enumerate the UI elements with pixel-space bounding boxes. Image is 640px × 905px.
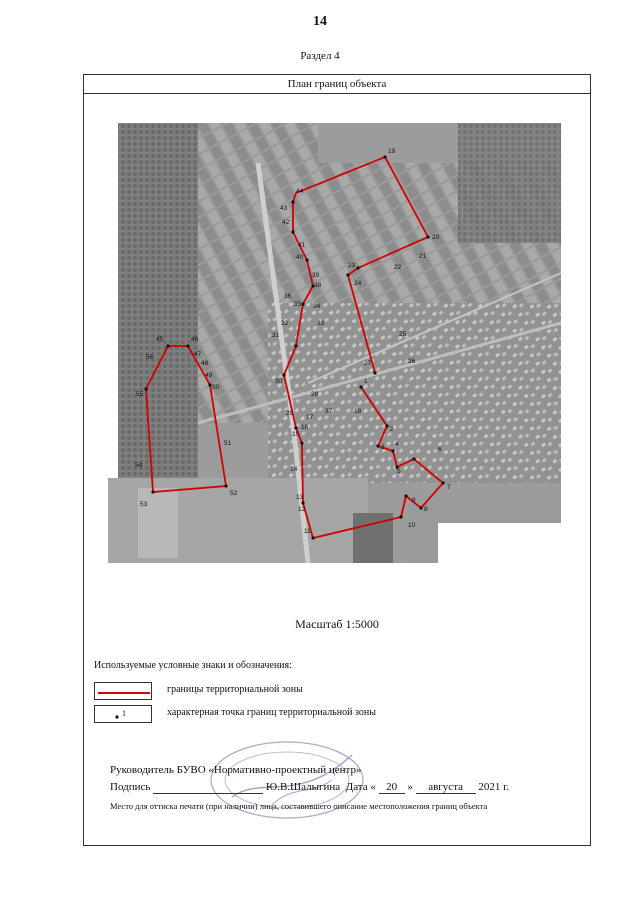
svg-text:11: 11 bbox=[304, 528, 311, 535]
svg-text:47: 47 bbox=[194, 351, 202, 358]
svg-text:45: 45 bbox=[156, 336, 164, 343]
svg-text:17: 17 bbox=[306, 414, 314, 421]
date-quote: » bbox=[407, 781, 413, 793]
legend-point-text: характерная точка границ территориальной зоны bbox=[167, 707, 376, 718]
svg-text:1: 1 bbox=[364, 378, 368, 385]
svg-text:26: 26 bbox=[408, 358, 416, 365]
svg-text:24: 24 bbox=[354, 280, 362, 287]
svg-text:42: 42 bbox=[282, 219, 290, 226]
svg-text:19: 19 bbox=[388, 148, 396, 155]
legend-point-symbol bbox=[94, 705, 152, 723]
stamp-note: Место для оттиска печати (при наличии) лица, составившего описание местоположения границ объекта bbox=[110, 801, 488, 811]
svg-text:31: 31 bbox=[272, 332, 280, 339]
svg-text:27: 27 bbox=[364, 360, 372, 367]
svg-text:48: 48 bbox=[201, 360, 209, 367]
sign-label: Подпись bbox=[110, 781, 151, 793]
signature-field bbox=[153, 781, 263, 794]
svg-text:54: 54 bbox=[135, 462, 143, 469]
svg-text:43: 43 bbox=[280, 205, 288, 212]
svg-text:15: 15 bbox=[292, 431, 300, 438]
section-label: Раздел 4 bbox=[300, 50, 340, 62]
legend-boundary-text: границы территориальной зоны bbox=[167, 684, 303, 695]
svg-text:7: 7 bbox=[447, 484, 451, 491]
svg-text:20: 20 bbox=[432, 234, 440, 241]
frame-title: План границ объекта bbox=[84, 75, 590, 94]
svg-text:39: 39 bbox=[312, 272, 320, 279]
scale-label: Масштаб 1:5000 bbox=[295, 617, 379, 631]
legend-line-symbol bbox=[94, 682, 152, 700]
official-stamp bbox=[202, 735, 372, 825]
signer-name: Ю.В.Шалыгина bbox=[265, 781, 341, 793]
date-day: 20 bbox=[379, 781, 405, 794]
svg-text:21: 21 bbox=[419, 253, 427, 260]
svg-text:25: 25 bbox=[399, 331, 407, 338]
svg-text:36: 36 bbox=[284, 293, 292, 300]
date-month: августа bbox=[416, 781, 476, 794]
svg-text:44: 44 bbox=[296, 188, 304, 195]
svg-text:14: 14 bbox=[290, 466, 298, 473]
svg-text:4: 4 bbox=[395, 441, 399, 448]
svg-text:37: 37 bbox=[325, 408, 333, 415]
svg-text:10: 10 bbox=[408, 522, 416, 529]
svg-text:53: 53 bbox=[140, 501, 148, 508]
svg-text:22: 22 bbox=[394, 264, 402, 271]
svg-text:49: 49 bbox=[205, 372, 213, 379]
svg-text:34: 34 bbox=[313, 303, 321, 310]
svg-text:3: 3 bbox=[381, 444, 385, 451]
aerial-map bbox=[108, 123, 561, 563]
svg-text:30: 30 bbox=[275, 378, 283, 385]
svg-text:8: 8 bbox=[424, 506, 428, 513]
svg-text:55: 55 bbox=[136, 391, 144, 398]
svg-text:33: 33 bbox=[317, 320, 325, 327]
svg-text:28: 28 bbox=[311, 391, 319, 398]
legend-title: Используемые условные знаки и обозначения: bbox=[94, 660, 292, 671]
svg-text:56: 56 bbox=[146, 354, 154, 361]
legend-point-number: 1 bbox=[122, 709, 126, 718]
svg-text:16: 16 bbox=[301, 424, 309, 431]
svg-text:2: 2 bbox=[390, 426, 394, 433]
svg-text:51: 51 bbox=[224, 440, 232, 447]
svg-text:13: 13 bbox=[296, 494, 304, 501]
svg-text:35: 35 bbox=[294, 301, 302, 308]
plan-frame bbox=[83, 74, 591, 846]
svg-text:23: 23 bbox=[348, 262, 356, 269]
svg-text:46: 46 bbox=[191, 336, 199, 343]
svg-text:9: 9 bbox=[412, 497, 416, 504]
svg-text:50: 50 bbox=[212, 384, 220, 391]
signature-line bbox=[110, 781, 509, 794]
svg-text:52: 52 bbox=[230, 490, 238, 497]
svg-text:6: 6 bbox=[438, 446, 442, 453]
date-label: Дата « bbox=[345, 781, 376, 793]
svg-text:18: 18 bbox=[354, 408, 362, 415]
svg-text:5: 5 bbox=[397, 468, 401, 475]
svg-text:12: 12 bbox=[298, 506, 306, 513]
svg-text:40: 40 bbox=[296, 254, 304, 261]
role-line: Руководитель БУВО «Нормативно-проектный центр» bbox=[110, 764, 362, 776]
date-year: 2021 г. bbox=[478, 781, 510, 793]
svg-text:41: 41 bbox=[298, 242, 306, 249]
svg-text:38: 38 bbox=[314, 282, 322, 289]
page-number: 14 bbox=[313, 14, 327, 29]
svg-text:32: 32 bbox=[281, 320, 289, 327]
svg-text:29: 29 bbox=[286, 410, 294, 417]
